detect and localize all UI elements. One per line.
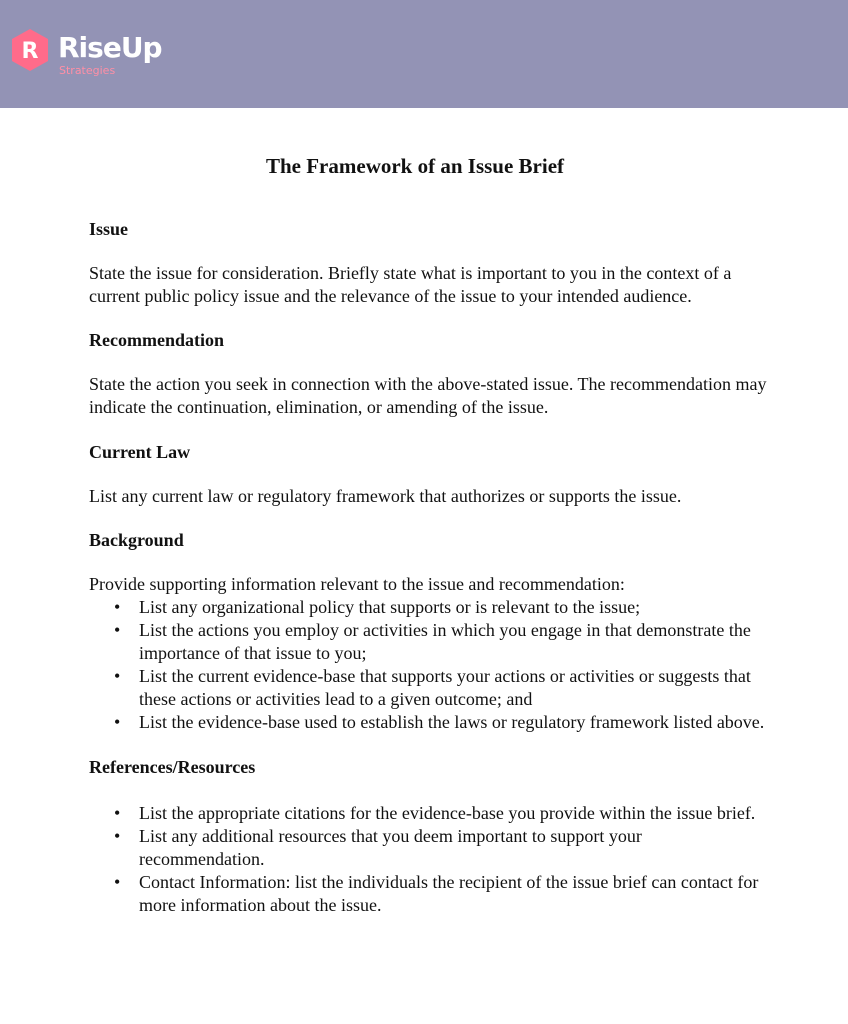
section-heading-current-law: Current Law (89, 442, 191, 462)
list-item: • Contact Information: list the individuals the recipient of the issue brief can contact for more information about the issue. (139, 871, 769, 917)
brand-name: RiseUp (58, 31, 162, 64)
list-item: • List any additional resources that you deem important to support your recommendation. (139, 825, 769, 871)
section-heading-recommendation: Recommendation (89, 330, 224, 350)
riseup-logo-icon (10, 28, 50, 72)
document-title: The Framework of an Issue Brief (265, 154, 565, 178)
section-heading-references: References/Resources (89, 757, 256, 777)
section-body-recommendation: State the action you seek in connection with the above-stated issue. The recommendation may indicate the continuation, elimination, or amending of the issue. (89, 374, 767, 417)
document-body (89, 150, 769, 917)
list-item: • List the appropriate citations for the evidence-base you provide within the issue brief. (139, 802, 769, 825)
section-intro-background: Provide supporting information relevant to the issue and recommendation: (89, 574, 625, 594)
list-item: • List any organizational policy that supports or is relevant to the issue; (139, 596, 769, 619)
list-item: • List the current evidence-base that supports your actions or activities or suggests that these actions or activities lead to a given outcome; and (139, 665, 769, 711)
list-item: • List the actions you employ or activities in which you engage in that demonstrate the importance of that issue to you; (139, 619, 769, 665)
background-list (89, 596, 769, 734)
section-body-current-law: List any current law or regulatory framework that authorizes or supports the issue. (89, 486, 682, 506)
section-heading-issue: Issue (89, 219, 129, 239)
references-list (89, 802, 769, 917)
brand-header (0, 0, 848, 108)
section-heading-background: Background (89, 530, 184, 550)
section-body-issue: State the issue for consideration. Briefly state what is important to you in the context of a current public policy issue and the relevance of the issue to your intended audience. (89, 263, 732, 306)
logo-mark-letter: R (21, 39, 39, 64)
brand-subtitle: Strategies (59, 64, 116, 77)
list-item: • List the evidence-base used to establish the laws or regulatory framework listed above. (139, 711, 769, 734)
